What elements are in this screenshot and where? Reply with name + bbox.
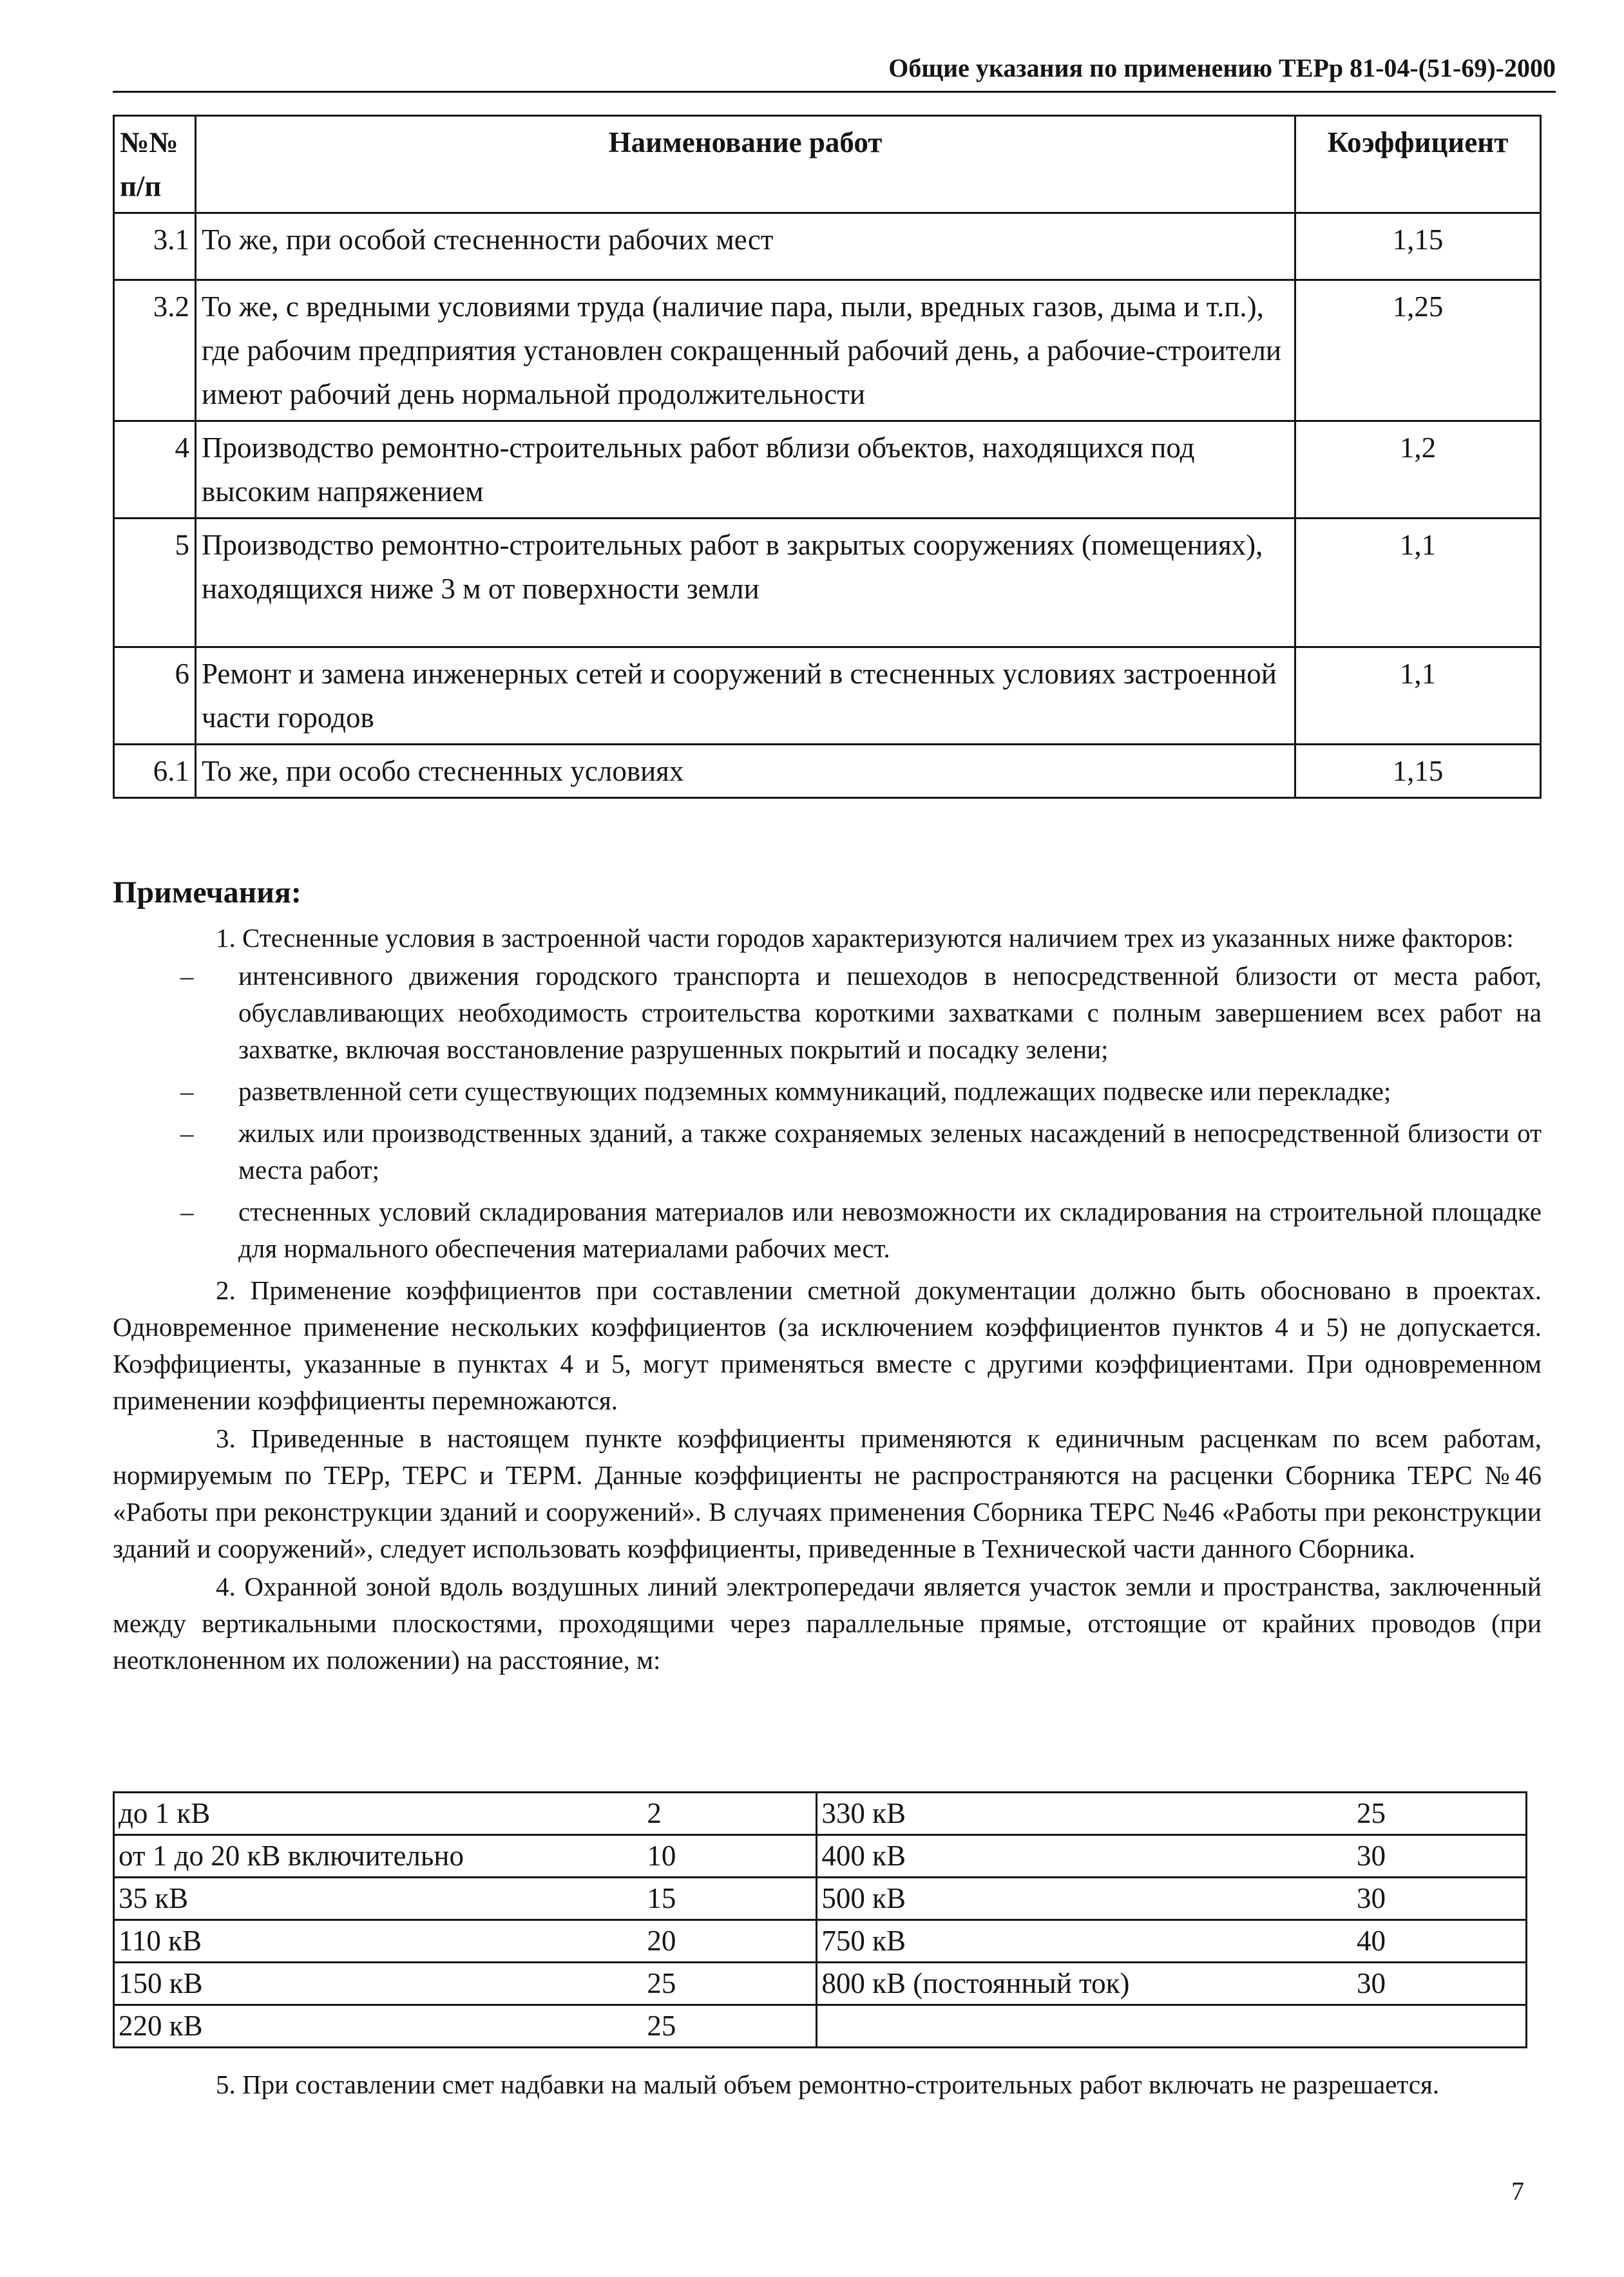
table-row [114,280,1541,421]
table-row [114,1963,1527,2005]
page-header: Общие указания по применению ТЕРр 81-04-(51-69)-2000 [113,53,1556,93]
table-row [114,1920,1527,1963]
voltage-label: до 1 кВ [119,1797,211,1829]
voltage-label: 750 кВ [821,1925,906,1957]
distance-value: 25 [643,1963,817,2005]
voltage-label: от 1 до 20 кВ включительно [119,1840,464,1872]
notes-title: Примечания: [113,875,301,910]
table-row [114,647,1541,745]
list-item-text: жилых или производственных зданий, а также сохраняемых зеленых насаждений в непосредственной близости от места работ; [238,1118,1542,1185]
list-item-text: интенсивного движения городского транспорта и пешеходов в непосредственной близости от места работ, обуславливающих необходимость строительства короткими захватками с полным завершением всех работ на захватке, включая восстановление разрушенных покрытий и посадку зелени; [238,961,1542,1064]
row-number: 4 [114,421,196,519]
table-row [114,1835,1527,1878]
voltage-label: 110 кВ [119,1925,202,1957]
table-row [114,421,1541,519]
voltage-label: 800 кВ (постоянный ток) [821,1967,1130,1999]
dash-bullet: – [180,1076,194,1106]
table-header-row [114,116,1541,213]
distance-value: 10 [643,1835,817,1878]
table-row [114,1793,1527,1835]
note-paragraph-3: 3. Приведенные в настоящем пункте коэффициенты применяются к единичным расценкам по всем работам, нормируемым по ТЕРр, ТЕРС и ТЕРМ. Данные коэффициенты не распространяются на расценки Сборника ТЕРС №46 «Работы при реконструкции зданий и сооружений». В случаях применения Сборника ТЕРС №46 «Работы при реконструкции зданий и сооружений», следует использовать коэффициенты, приведенные в Технической части данного Сборника. [113,1424,1542,1563]
row-name: То же, с вредными условиями труда (наличие пара, пыли, вредных газов, дыма и т.п.), где рабочим предприятия установлен сокращенный рабочий день, а рабочие-строители имеют рабочий день нормальной продолжительности [196,280,1295,421]
note-paragraph-4: 4. Охранной зоной вдоль воздушных линий электропередачи является участок земли и пространства, заключенный между вертикальными плоскостями, проходящими через параллельные прямые, отстоящие от крайних проводов (при неотклоненном их положении) на расстояние, м: [113,1572,1542,1675]
voltage-label: 400 кВ [821,1840,906,1872]
table-row [114,519,1541,647]
note-paragraph-1: 1. Стесненные условия в застроенной части городов характеризуются наличием трех из указанных ниже факторов: [216,923,1514,953]
row-number: 6 [114,647,196,745]
distance-value: 20 [643,1920,817,1963]
distance-value: 25 [1356,1797,1386,1829]
list-item [113,1073,1542,1110]
factor-list [113,958,1542,1267]
row-name: Производство ремонтно-строительных работ вблизи объектов, находящихся под высоким напряжением [196,421,1295,519]
row-coefficient: 1,2 [1295,421,1541,519]
row-name: То же, при особо стесненных условиях [196,745,1295,798]
row-coefficient: 1,1 [1295,519,1541,647]
column-header-coefficient: Коэффициент [1295,116,1541,213]
row-number: 3.1 [114,213,196,280]
distance-value: 2 [643,1793,817,1835]
distance-value: 15 [643,1878,817,1920]
list-item [113,1115,1542,1188]
row-number: 6.1 [114,745,196,798]
distance-value: 40 [1356,1925,1386,1957]
voltage-label [817,2005,1353,2048]
voltage-label: 330 кВ [821,1797,906,1829]
row-name: Ремонт и замена инженерных сетей и сооружений в стесненных условиях застроенной части городов [196,647,1295,745]
row-coefficient: 1,1 [1295,647,1541,745]
note-paragraph-2: 2. Применение коэффициентов при составлении сметной документации должно быть обосновано в проектах. Одновременное применение нескольких коэффициентов (за исключением коэффициентов пунктов 4 и 5) не допускается. Коэффициенты, указанные в пунктах 4 и 5, могут применяться вместе с другими коэффициентами. При одновременном применении коэффициенты перемножаются. [113,1275,1542,1415]
table-row [114,1878,1527,1920]
voltage-label: 35 кВ [119,1882,189,1914]
dash-bullet: – [180,961,194,991]
row-coefficient: 1,15 [1295,213,1541,280]
distance-value: 30 [1356,1882,1386,1914]
row-name: То же, при особой стесненности рабочих мест [196,213,1295,280]
voltage-label: 220 кВ [119,2010,203,2042]
row-coefficient: 1,25 [1295,280,1541,421]
voltage-label: 500 кВ [821,1882,906,1914]
row-coefficient: 1,15 [1295,745,1541,798]
distance-value: 30 [1356,1967,1386,1999]
column-header-name: Наименование работ [196,116,1295,213]
row-number: 5 [114,519,196,647]
table-row [114,745,1541,798]
dash-bullet: – [180,1197,194,1226]
column-header-number: №№ п/п [114,116,196,213]
page-number: 7 [1511,2177,1524,2206]
list-item-text: разветвленной сети существующих подземных коммуникаций, подлежащих подвеске или перекладке; [238,1076,1391,1106]
row-name: Производство ремонтно-строительных работ в закрытых сооружениях (помещениях), находящихся ниже 3 м от поверхности земли [196,519,1295,647]
list-item [113,958,1542,1068]
distance-value: 30 [1356,1840,1386,1872]
notes-section [113,920,1542,1680]
list-item [113,1194,1542,1267]
voltage-label: 150 кВ [119,1967,203,1999]
coefficient-table [113,115,1542,799]
protection-zone-table [113,1791,1527,2048]
table-row [114,2005,1527,2048]
note-paragraph-5: 5. При составлении смет надбавки на малый объем ремонтно-строительных работ включать не разрешается. [216,2070,1440,2099]
distance-value [1353,2005,1527,2048]
row-number: 3.2 [114,280,196,421]
dash-bullet: – [180,1118,194,1148]
table-row [114,213,1541,280]
distance-value: 25 [643,2005,817,2048]
list-item-text: стесненных условий складирования материалов или невозможности их складирования на строительной площадке для нормального обеспечения материалами рабочих мест. [238,1197,1542,1263]
